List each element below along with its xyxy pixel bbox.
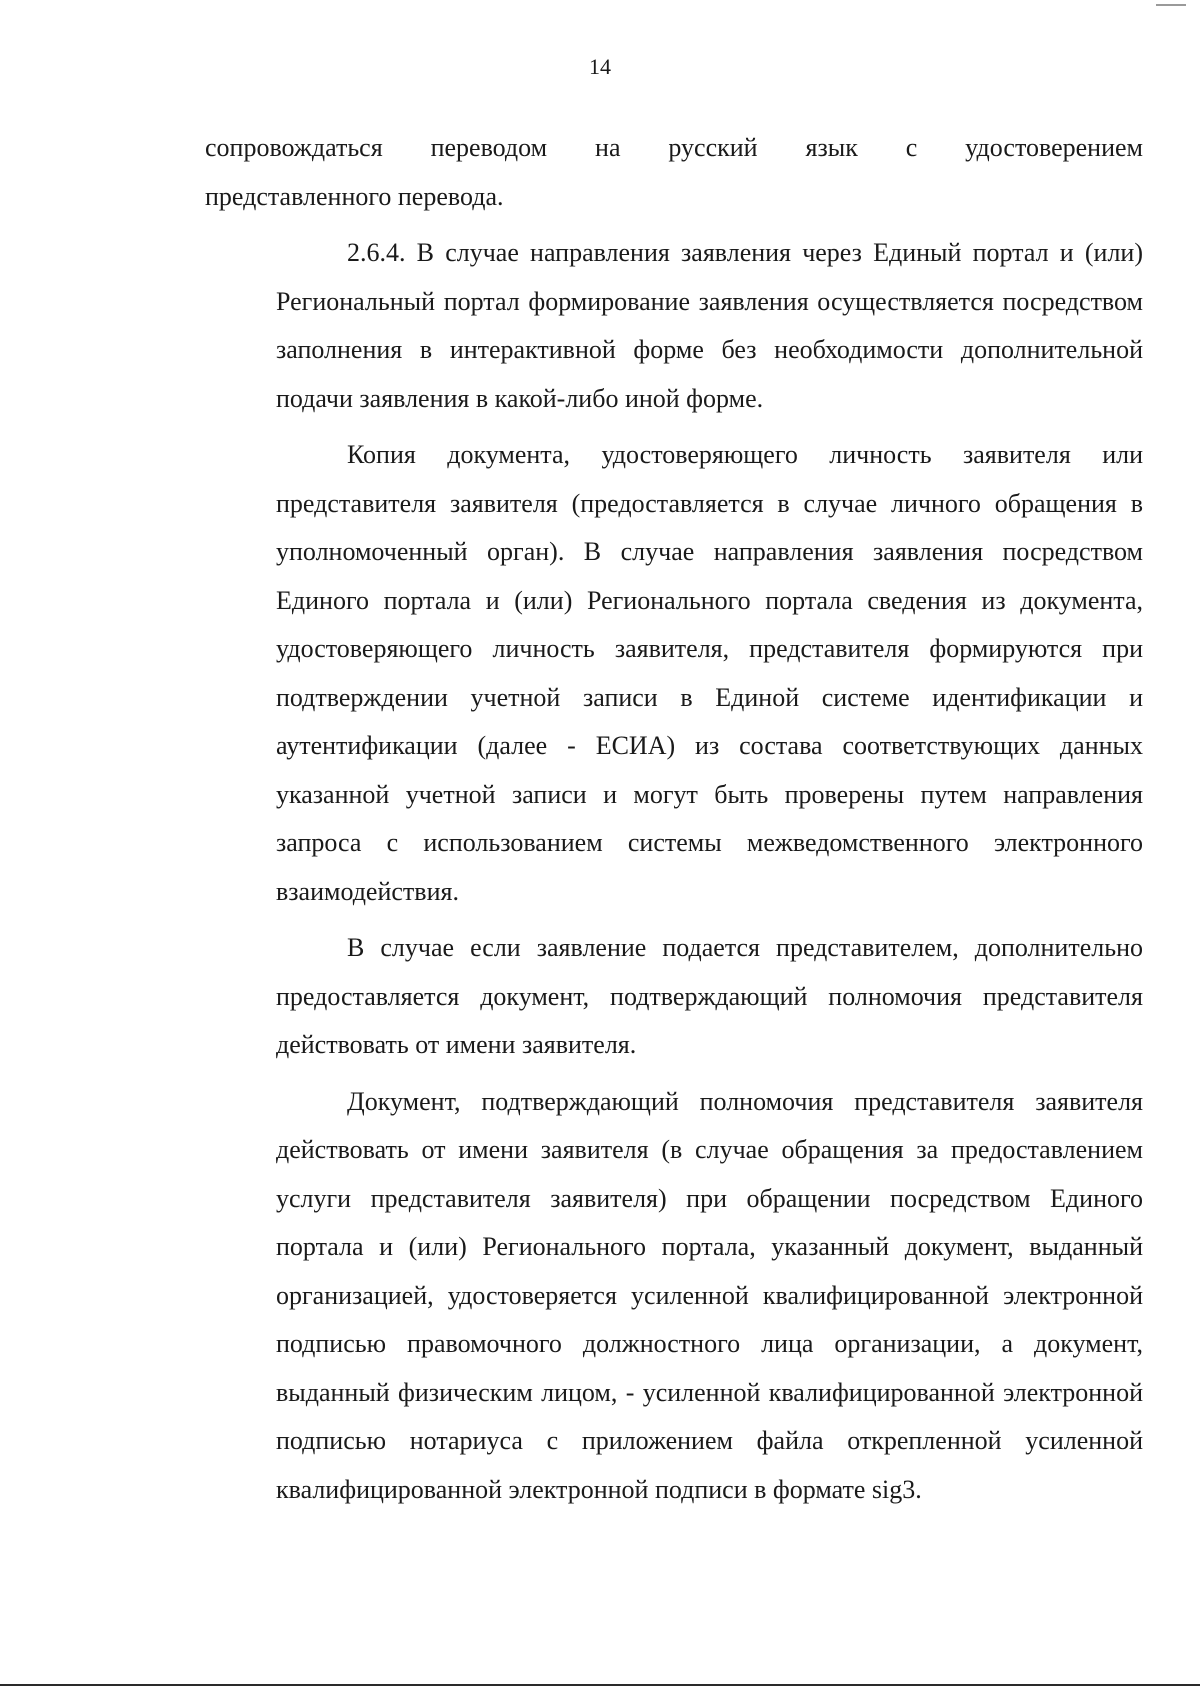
text-line: Региональный портал формирование заявления осуществляется посредством	[276, 286, 1143, 316]
text-line: запроса с использованием системы межведомственного электронного	[276, 828, 1143, 857]
text-line: подтверждении учетной записи в Единой системе идентификации и	[276, 682, 1143, 712]
text-line: услуги представителя заявителя) при обращении посредством Единого	[276, 1183, 1143, 1213]
text-line: предоставляется документ, подтверждающий полномочия представителя	[276, 981, 1143, 1011]
text-line: подписью нотариуса с приложением файла открепленной усиленной	[276, 1426, 1143, 1455]
text-line: действовать от имени заявителя.	[276, 1030, 637, 1059]
text-line: Единого портала и (или) Регионального портала сведения из документа,	[276, 585, 1143, 615]
text-line: организацией, удостоверяется усиленной квалифицированной электронной	[276, 1280, 1143, 1310]
scan-corner-mark	[1156, 4, 1186, 6]
text-line: выданный физическим лицом, - усиленной квалифицированной электронной	[276, 1377, 1143, 1407]
text-line: подписью правомочного должностного лица организации, а документ,	[276, 1329, 1143, 1358]
text-line: представленного перевода.	[205, 181, 504, 211]
text-line: указанной учетной записи и могут быть проверены путем направления	[276, 779, 1143, 809]
paragraph	[205, 431, 1143, 916]
paragraph	[205, 924, 1143, 1070]
document-body	[205, 124, 1143, 1514]
text-line: 2.6.4. В случае направления заявления через Единый портал и (или)	[347, 238, 1143, 267]
paragraph	[205, 124, 1143, 221]
page-number: 14	[589, 54, 611, 79]
text-line: Документ, подтверждающий полномочия представителя заявителя	[347, 1086, 1143, 1116]
text-line: подачи заявления в какой-либо иной форме.	[276, 383, 764, 413]
text-line: уполномоченный орган). В случае направления заявления посредством	[276, 537, 1143, 566]
text-line: заполнения в интерактивной форме без необходимости дополнительной	[276, 335, 1143, 364]
paragraph	[205, 1078, 1143, 1515]
scan-bottom-edge	[0, 1684, 1200, 1686]
text-line: аутентификации (далее - ЕСИА) из состава соответствующих данных	[276, 731, 1143, 760]
text-line: удостоверяющего личность заявителя, представителя формируются при	[276, 634, 1143, 663]
text-line: сопровождаться переводом на русский язык с удостоверением	[205, 133, 1143, 162]
text-line: Копия документа, удостоверяющего личность заявителя или	[347, 440, 1143, 469]
paragraph	[205, 229, 1143, 423]
text-line: портала и (или) Регионального портала, указанный документ, выданный	[276, 1232, 1143, 1261]
text-line: действовать от имени заявителя (в случае обращения за предоставлением	[276, 1135, 1143, 1164]
text-line: взаимодействия.	[276, 876, 459, 906]
text-line: квалифицированной электронной подписи в формате sig3.	[276, 1474, 922, 1504]
text-line: представителя заявителя (предоставляется в случае личного обращения в	[276, 488, 1143, 518]
text-line: В случае если заявление подается представителем, дополнительно	[347, 933, 1143, 962]
